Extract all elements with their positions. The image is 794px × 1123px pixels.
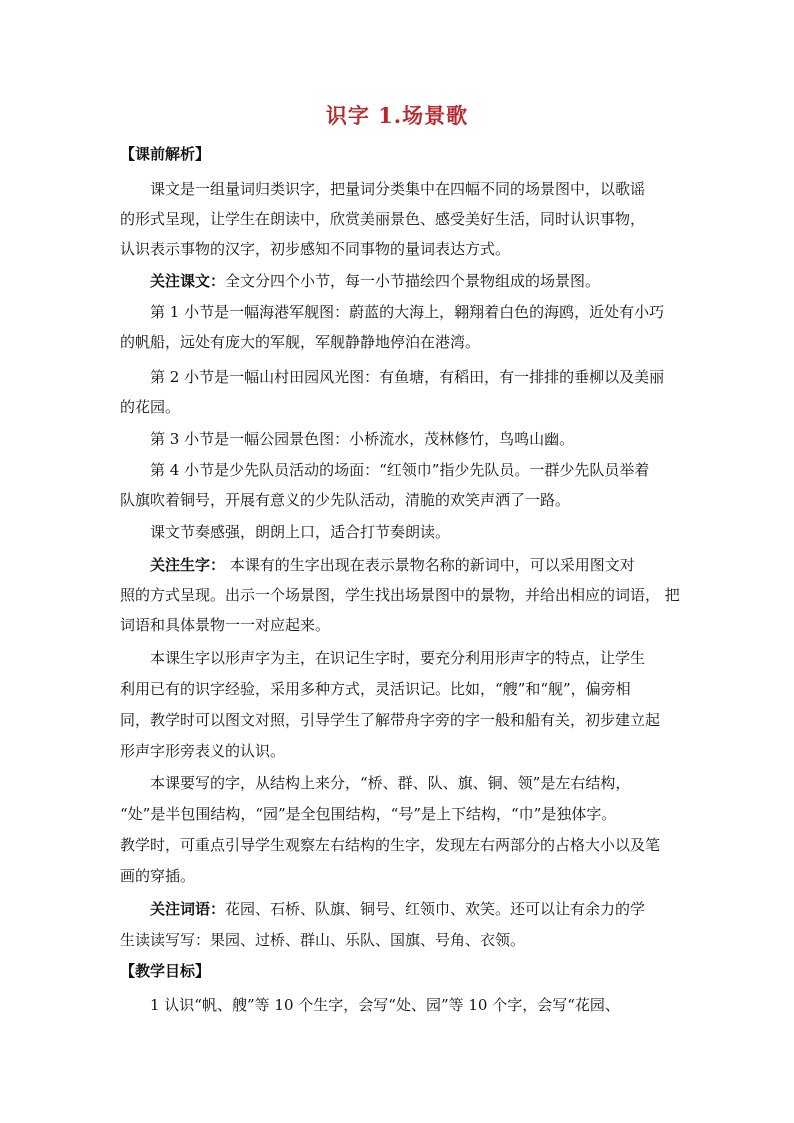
paragraph-line: 第 1 小节是一幅海港军舰图：蔚蓝的大海上，翱翔着白色的海鸥，近处有小巧	[150, 303, 665, 321]
paragraph-line: 教学时，可重点引导学生观察左右结构的生字，发现左右两部分的占格大小以及笔	[120, 836, 661, 854]
paragraph-line: 照的方式呈现。出示一个场景图，学生找出场景图中的景物，并给出相应的词语， 把	[120, 586, 680, 604]
paragraph-line: 第 3 小节是一幅公园景色图：小桥流水，茂林修竹，鸟鸣山幽。	[150, 430, 575, 448]
focus-text-label: 关注课文：	[150, 272, 226, 290]
paragraph-line: 第 4 小节是少先队员活动的场面：“红领巾”指少先队员。一群少先队员举着	[150, 461, 650, 479]
paragraph-line: 生读读写写：果园、过桥、群山、乐队、国旗、号角、衣领。	[120, 931, 526, 949]
section-heading-teaching-goals: 【教学目标】	[120, 962, 211, 980]
paragraph-text: 花园、石桥、队旗、铜号、红领巾、欢笑。还可以让有余力的学	[225, 900, 646, 918]
paragraph-line: 词语和具体景物一一对应起来。	[120, 616, 331, 634]
paragraph-line: 的花园。	[120, 398, 181, 416]
paragraph-line	[150, 270, 600, 291]
paragraph-line: 课文节奏感强，朗朗上口，适合打节奏朗读。	[150, 523, 451, 541]
paragraph-line: 队旗吹着铜号，开展有意义的少先队活动，清脆的欢笑声洒了一路。	[120, 491, 571, 509]
paragraph-line: 本课要写的字，从结构上来分，“桥、群、队、旗、铜、领”是左右结构，	[150, 774, 631, 792]
paragraph-line: 第 2 小节是一幅山村田园风光图：有鱼塘，有稻田，有一排排的垂柳以及美丽	[150, 368, 665, 386]
paragraph-line: 同，教学时可以图文对照，引导学生了解带舟字旁的字一般和船有关，初步建立起	[120, 711, 661, 729]
section-heading-pre-analysis: 【课前解析】	[120, 145, 211, 163]
paragraph-line: 本课生字以形声字为主，在识记生字时，要充分利用形声字的特点，让学生	[150, 649, 646, 667]
page-title: 识字 1.场景歌	[325, 103, 469, 128]
paragraph-line: 1 认识“帆、艘”等 10 个生字，会写“处、园”等 10 个字，会写“花园、	[150, 996, 620, 1014]
paragraph-line: 课文是一组量词归类识字，把量词分类集中在四幅不同的场景图中，以歌谣	[150, 180, 646, 198]
paragraph-line: 利用已有的识字经验，采用多种方式，灵活识记。比如，“艘”和“舰”，偏旁相	[120, 680, 631, 698]
paragraph-line: 的形式呈现，让学生在朗读中，欣赏美丽景色、感受美好生活，同时认识事物，	[120, 210, 646, 228]
focus-words-label: 关注词语：	[150, 900, 226, 918]
paragraph-line	[150, 554, 635, 575]
paragraph-line: 的帆船，远处有庞大的军舰，军舰静静地停泊在港湾。	[120, 333, 481, 351]
paragraph-line: 认识表示事物的汉字，初步感知不同事物的量词表达方式。	[120, 240, 511, 258]
paragraph-text: 本课有的生字出现在表示景物名称的新词中，可以采用图文对	[225, 556, 635, 574]
paragraph-text: 全文分四个小节，每一小节描绘四个景物组成的场景图。	[225, 272, 601, 290]
paragraph-line	[150, 898, 645, 919]
paragraph-line: 画的穿插。	[120, 867, 196, 885]
focus-characters-label: 关注生字：	[150, 556, 226, 574]
paragraph-line: 形声字形旁表义的认识。	[120, 742, 286, 760]
paragraph-line: “处”是半包围结构，“园”是全包围结构，“号”是上下结构，“巾”是独体字。	[120, 805, 617, 823]
